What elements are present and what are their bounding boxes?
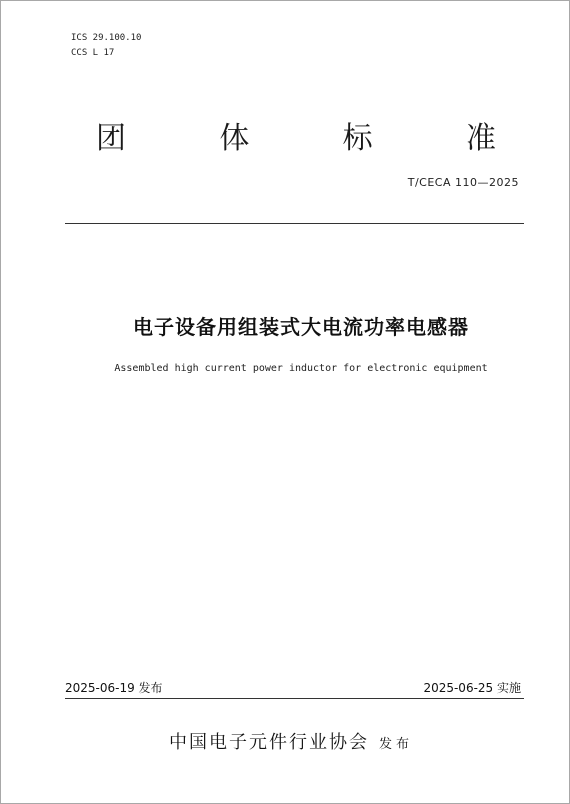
classification-codes	[71, 31, 141, 61]
standard-type-heading	[96, 119, 496, 159]
standard-number: T/CECA 110—2025	[407, 176, 519, 189]
bottom-divider	[65, 698, 524, 699]
publisher-line	[1, 728, 570, 754]
publisher-organization: 中国电子元件行业协会	[168, 732, 369, 753]
standard-type-char: 标	[342, 121, 373, 156]
standard-type-char: 体	[219, 121, 250, 156]
implementation-date: 2025-06-25 实施	[423, 681, 521, 695]
ics-code: ICS 29.100.10	[71, 33, 142, 43]
title-english: Assembled high current power inductor for electronic equipment	[114, 363, 488, 374]
title-chinese: 电子设备用组装式大电流功率电感器	[133, 315, 469, 339]
top-divider	[65, 223, 524, 224]
standard-type-char: 准	[465, 121, 496, 156]
standard-type-char: 团	[96, 121, 126, 156]
publisher-verb: 发布	[378, 737, 413, 752]
ccs-code: CCS L 17	[71, 48, 115, 58]
issue-date: 2025-06-19 发布	[65, 681, 163, 695]
